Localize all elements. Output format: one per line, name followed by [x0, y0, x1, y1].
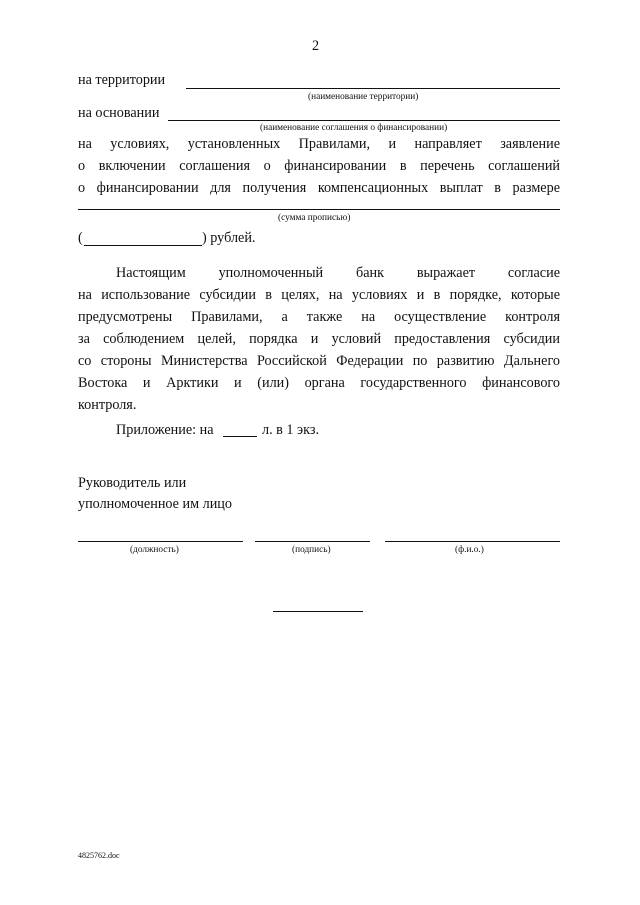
- signature-caption: (подпись): [292, 545, 331, 555]
- sum-blank-line: [78, 209, 560, 210]
- consent-line-7: контроля.: [78, 397, 137, 413]
- rubles-blank-line: [84, 245, 202, 246]
- consent-line-2: на использование субсидии в целях, на условиях и в порядке, которые: [78, 287, 560, 303]
- sum-caption: (сумма прописью): [278, 213, 351, 223]
- end-separator-line: [273, 611, 363, 612]
- rubles-open-paren: (: [78, 230, 83, 246]
- name-blank-line: [385, 541, 560, 542]
- consent-line-6: Востока и Арктики и (или) органа государственного финансового: [78, 375, 560, 391]
- consent-line-3: предусмотрены Правилами, а также на осуществление контроля: [78, 309, 560, 325]
- conditions-line-1: на условиях, установленных Правилами, и направляет заявление: [78, 136, 560, 152]
- footer-filename: 4825762.doc: [78, 851, 120, 860]
- rubles-close: ) рублей.: [202, 230, 256, 246]
- position-caption: (должность): [130, 545, 179, 555]
- attachment-blank-line: [223, 436, 257, 437]
- signature-blank-line: [255, 541, 370, 542]
- attachment-prefix: Приложение: на: [116, 422, 214, 438]
- attachment-suffix: л. в 1 экз.: [262, 422, 320, 438]
- name-caption: (ф.и.о.): [455, 545, 484, 555]
- consent-line-1: Настоящим уполномоченный банк выражает согласие: [116, 265, 560, 281]
- signer-line-1: Руководитель или: [78, 475, 187, 491]
- position-blank-line: [78, 541, 243, 542]
- consent-line-4: за соблюдением целей, порядка и условий предоставления субсидии: [78, 331, 560, 347]
- territory-blank-line: [186, 88, 560, 89]
- basis-blank-line: [168, 120, 560, 121]
- basis-label: на основании: [78, 105, 160, 121]
- consent-line-5: со стороны Министерства Российской Федерации по развитию Дальнего: [78, 353, 560, 369]
- conditions-line-2: о включении соглашения о финансировании в перечень соглашений: [78, 158, 560, 174]
- page-number: 2: [312, 38, 320, 54]
- territory-label: на территории: [78, 72, 166, 88]
- basis-caption: (наименование соглашения о финансировании): [260, 123, 448, 133]
- conditions-line-3: о финансировании для получения компенсационных выплат в размере: [78, 180, 560, 196]
- territory-caption: (наименование территории): [308, 92, 419, 102]
- signer-line-2: уполномоченное им лицо: [78, 496, 232, 512]
